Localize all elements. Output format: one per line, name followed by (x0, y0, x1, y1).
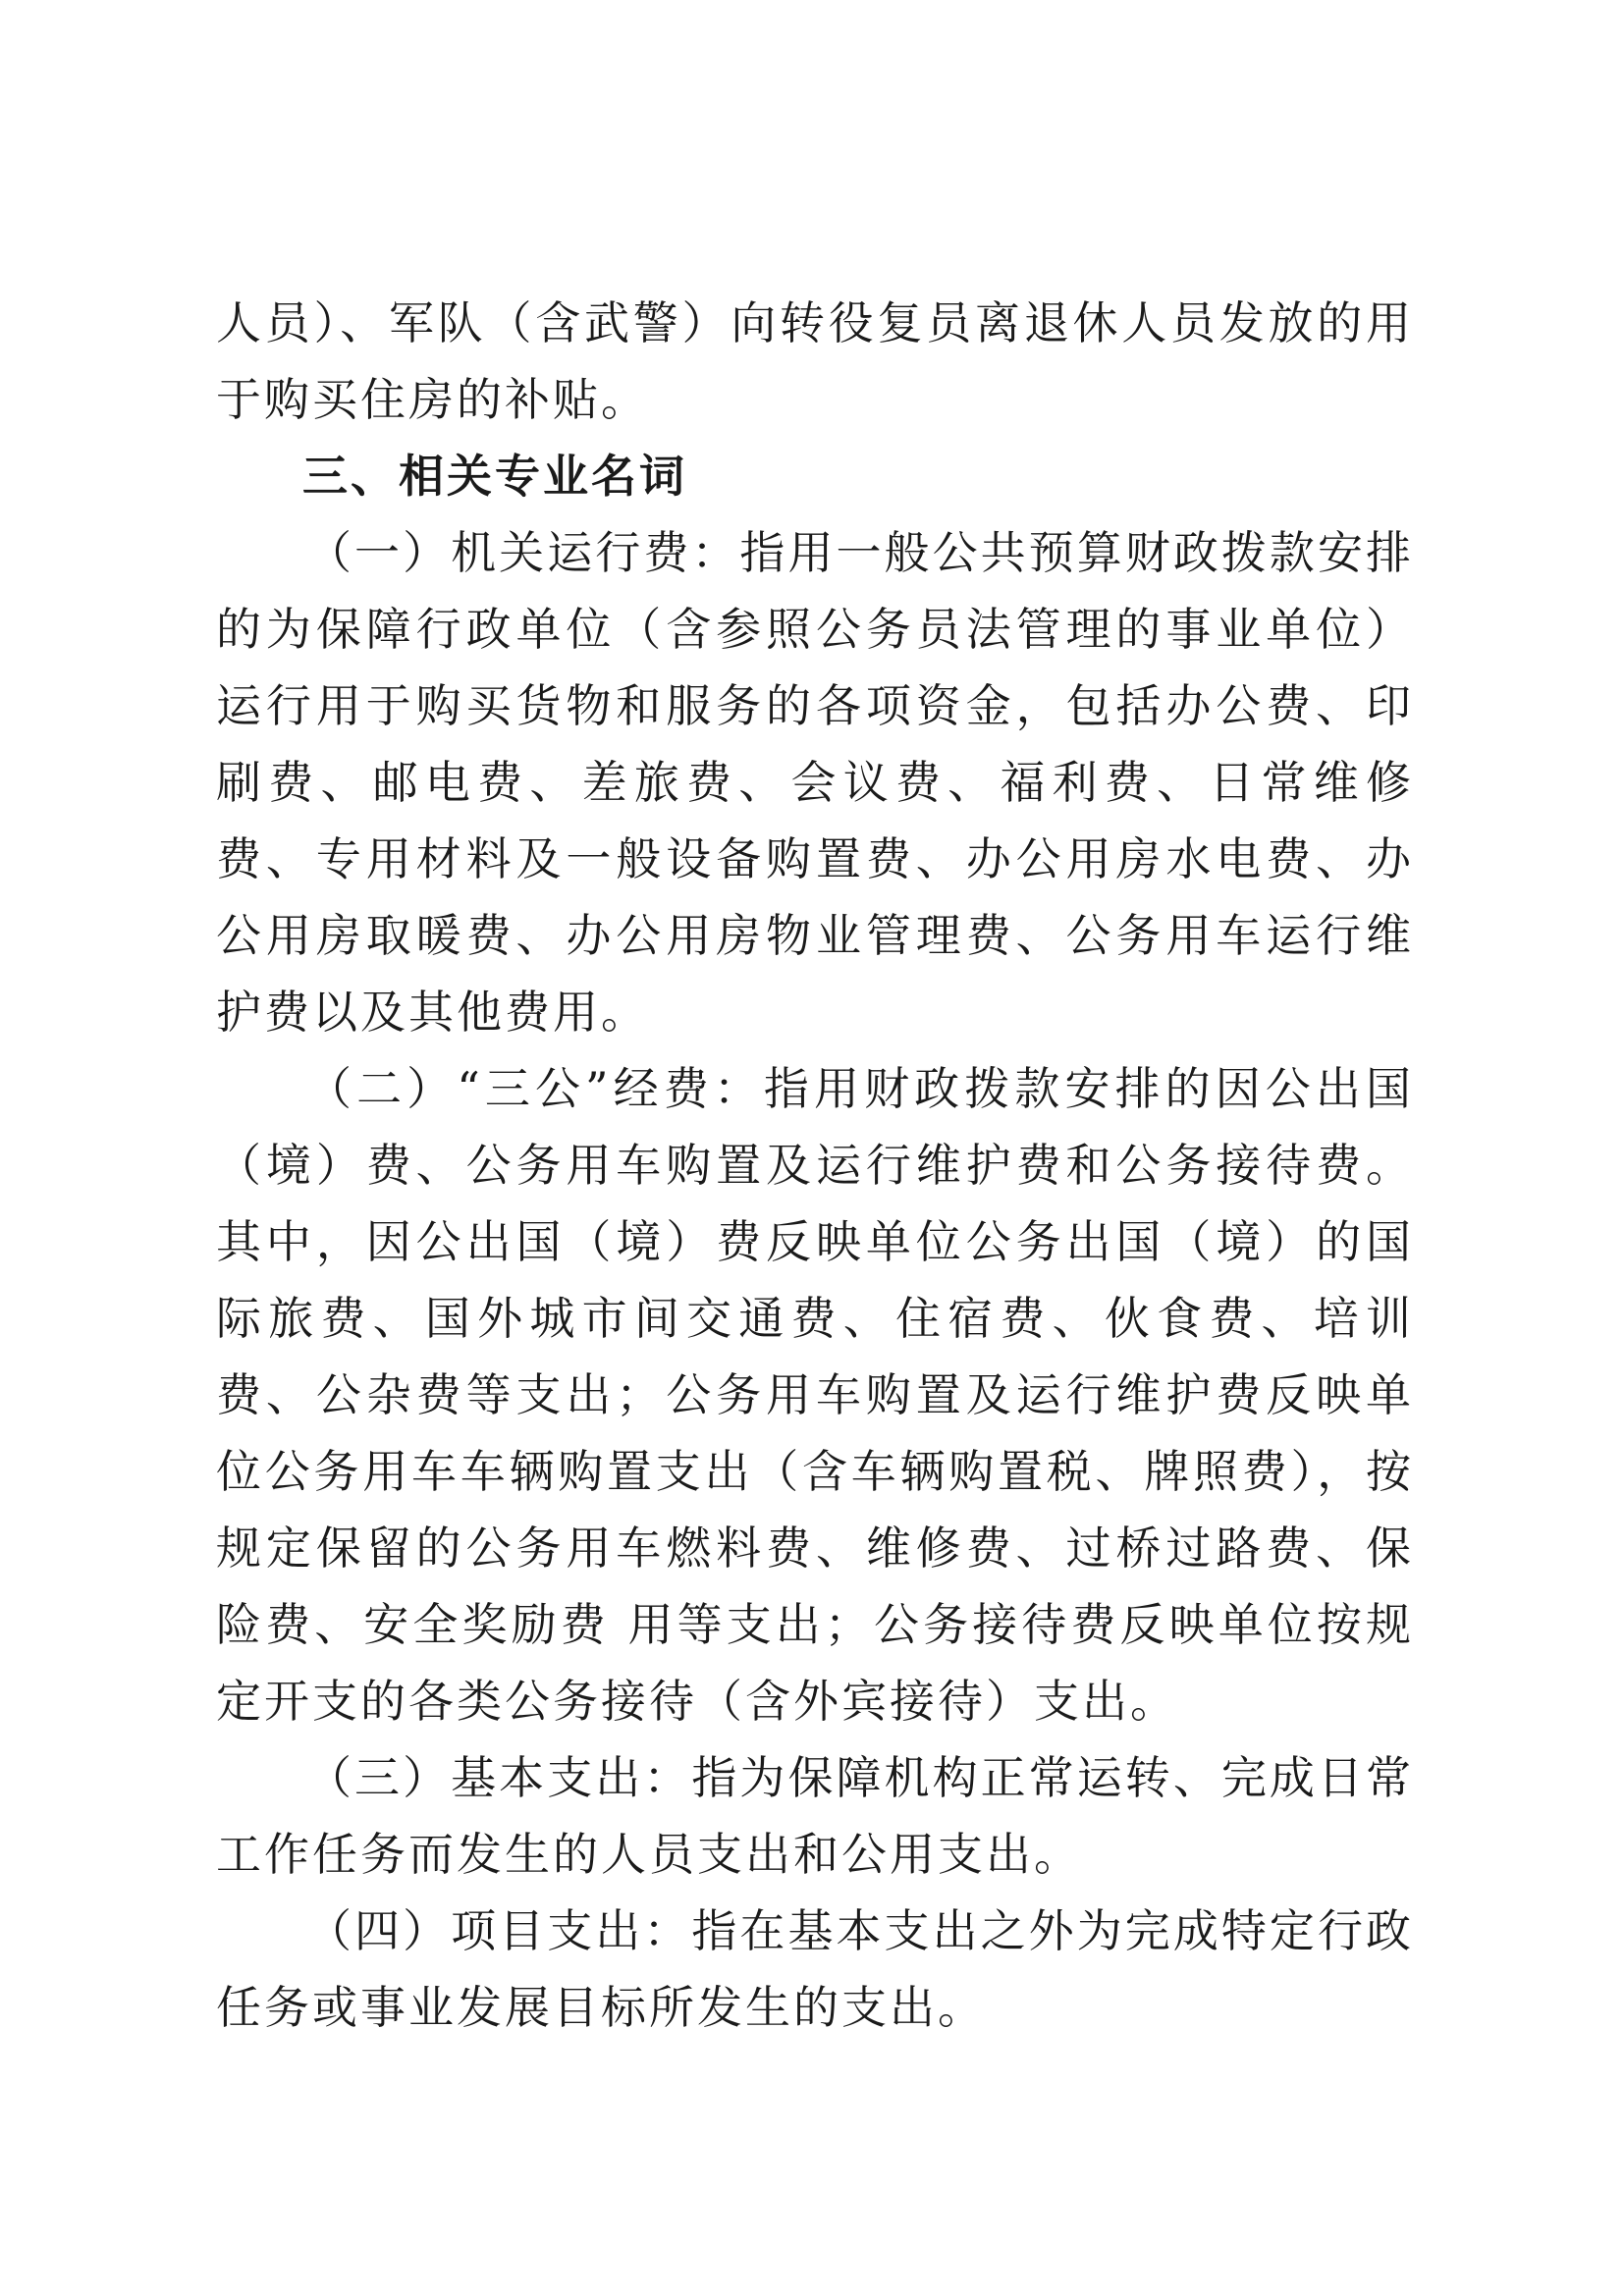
definition-item: （三）基本支出：指为保障机构正常运转、完成日常工作任务而发生的人员支出和公用支出。 (216, 1751, 1414, 1881)
document-page (216, 285, 1414, 2046)
continuation-paragraph: 人员）、军队（含武警）向转役复员离退休人员发放的用于购买住房的补贴。 (216, 296, 1414, 426)
section-heading: 三、相关专业名词 (302, 450, 687, 503)
definition-item: （一）机关运行费：指用一般公共预算财政拨款安排的为保障行政单位（含参照公务员法管理的事业单位）运行用于购买货物和服务的各项资金，包括办公费、印刷费、邮电费、差旅费、会议费、福利费、日常维修费、专用材料及一般设备购置费、办公用房水电费、办公用房取暖费、办公用房物业管理费、公务用车运行维护费以及其他费用。 (216, 526, 1414, 1039)
definition-item: （四）项目支出：指在基本支出之外为完成特定行政任务或事业发展目标所发生的支出。 (216, 1904, 1414, 2034)
definition-item: （二）“三公”经费：指用财政拨款安排的因公出国（境）费、公务用车购置及运行维护费和公务接待费。其中，因公出国（境）费反映单位公务出国（境）的国际旅费、国外城市间交通费、住宿费、伙食费、培训费、公杂费等支出；公务用车购置及运行维护费反映单位公务用车车辆购置支出（含车辆购置税、牌照费），按规定保留的公务用车燃料费、维修费、过桥过路费、保险费、安全奖励费 用等支出；公务接待费反映单位按规定开支的各类公务接待（含外宾接待）支出。 (216, 1062, 1414, 1728)
